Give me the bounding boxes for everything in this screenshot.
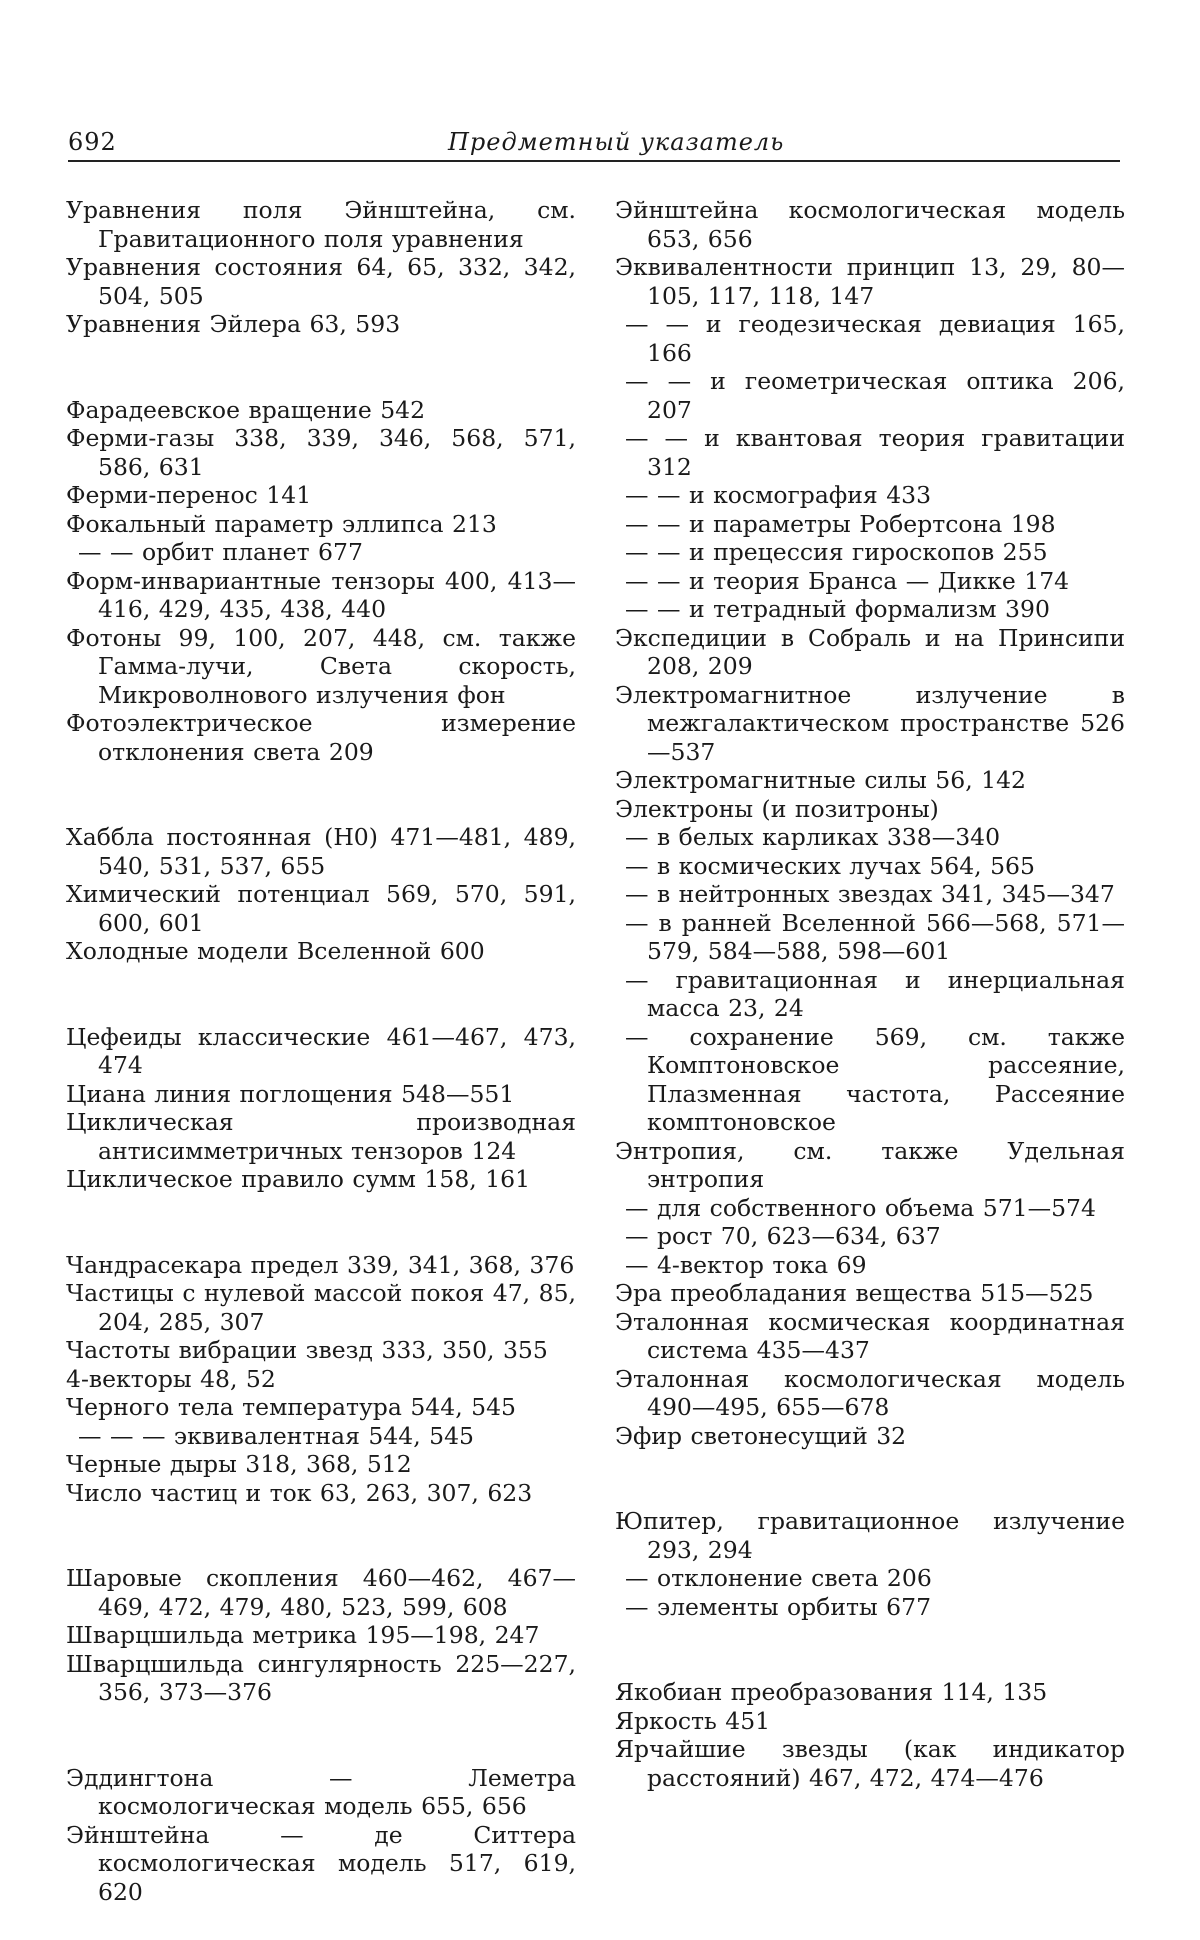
index-entry: — — — эквивалентная 544, 545 bbox=[78, 1421, 475, 1450]
page-header bbox=[68, 128, 1120, 164]
letter-group bbox=[66, 1251, 576, 1508]
index-entry: Фокальный параметр эллипса 213 bbox=[66, 509, 497, 538]
letter-group bbox=[66, 1564, 576, 1707]
page-number: 692 bbox=[68, 128, 117, 156]
index-entry: Эквивалентности принцип 13, 29, 80—105, 117, 118, 147 bbox=[615, 253, 1125, 310]
index-entry: Экспедиции в Собраль и на Принсипи 208, 209 bbox=[615, 623, 1125, 680]
index-entry: Эйнштейна — де Ситтера космологическая модель 517, 619, 620 bbox=[66, 1820, 576, 1906]
index-entry: Чандрасекара предел 339, 341, 368, 376 bbox=[66, 1250, 575, 1279]
index-entry: Циклическая производная антисимметричных тензоров 124 bbox=[66, 1108, 576, 1165]
index-entry: Холодные модели Вселенной 600 bbox=[66, 937, 485, 965]
index-entry: Частицы с нулевой массой покоя 47, 85, 204, 285, 307 bbox=[66, 1279, 576, 1336]
letter-group bbox=[66, 396, 576, 767]
index-entry: Хаббла постоянная (H0) 471—481, 489, 540, 531, 537, 655 bbox=[66, 823, 576, 880]
letter-group bbox=[66, 1764, 576, 1907]
index-entry: — — и тетрадный формализм 390 bbox=[625, 595, 1050, 623]
index-entry: — для собственного объема 571—574 bbox=[625, 1193, 1096, 1222]
index-column-right bbox=[615, 196, 1125, 1792]
index-entry: Якобиан преобразования 114, 135 bbox=[615, 1678, 1048, 1706]
index-entry: 4-векторы 48, 52 bbox=[66, 1364, 276, 1393]
index-entry: Уравнения поля Эйнштейна, см. Гравитационного поля уравнения bbox=[66, 196, 576, 253]
index-entry: — — орбит планет 677 bbox=[78, 538, 363, 566]
index-column-left bbox=[66, 196, 576, 1906]
index-entry: — отклонение света 206 bbox=[625, 1564, 932, 1592]
letter-group bbox=[615, 196, 1125, 1450]
index-entry: Эйнштейна космологическая модель 653, 656 bbox=[615, 196, 1125, 253]
index-entry: Цефеиды классические 461—467, 473, 474 bbox=[66, 1022, 576, 1079]
index-entry: — гравитационная и инерциальная масса 23, 24 bbox=[625, 965, 1125, 1022]
index-entry: Ярчайшие звезды (как индикатор расстояний) 467, 472, 474—476 bbox=[615, 1735, 1125, 1792]
index-entry: — в космических лучах 564, 565 bbox=[625, 851, 1035, 880]
index-entry: Электромагнитное излучение в межгалактическом пространстве 526—537 bbox=[615, 680, 1125, 766]
header-rule bbox=[68, 160, 1120, 162]
index-entry: Уравнения состояния 64, 65, 332, 342, 504, 505 bbox=[66, 253, 576, 310]
index-entry: Фотоэлектрическое измерение отклонения света 209 bbox=[66, 709, 576, 766]
index-entry: Черного тела температура 544, 545 bbox=[66, 1393, 516, 1421]
index-entry: Частоты вибрации звезд 333, 350, 355 bbox=[66, 1336, 548, 1364]
index-entry: — — и параметры Робертсона 198 bbox=[625, 509, 1056, 538]
index-entry: Циклическое правило сумм 158, 161 bbox=[66, 1165, 531, 1193]
index-entry: Яркость 451 bbox=[615, 1706, 771, 1735]
index-entry: Черные дыры 318, 368, 512 bbox=[66, 1450, 412, 1478]
index-entry: Шаровые скопления 460—462, 467—469, 472, 479, 480, 523, 599, 608 bbox=[66, 1564, 576, 1621]
index-entry: Ферми-перенос 141 bbox=[66, 481, 312, 509]
index-entry: — — и геодезическая девиация 165, 166 bbox=[625, 310, 1125, 367]
index-entry: Шварцшильда сингулярность 225—227, 356, 373—376 bbox=[66, 1649, 576, 1706]
index-entry: Энтропия, см. также Удельная энтропия bbox=[615, 1136, 1125, 1193]
index-entry: — в ранней Вселенной 566—568, 571—579, 584—588, 598—601 bbox=[625, 908, 1125, 965]
index-entry: — — и космография 433 bbox=[625, 481, 932, 509]
index-entry: — в нейтронных звездах 341, 345—347 bbox=[625, 880, 1115, 908]
index-entry: Химический потенциал 569, 570, 591, 600, 601 bbox=[66, 880, 576, 937]
index-entry: Эфир светонесущий 32 bbox=[615, 1421, 907, 1450]
index-entry: — в белых карликах 338—340 bbox=[625, 823, 1001, 851]
index-entry: Фотоны 99, 100, 207, 448, см. также Гамма-лучи, Света скорость, Микроволнового излучения фон bbox=[66, 623, 576, 709]
index-entry: — сохранение 569, см. также Комптоновское рассеяние, Плазменная частота, Рассеяние комптоновское bbox=[625, 1022, 1125, 1136]
index-entry: Эталонная космическая координатная система 435—437 bbox=[615, 1307, 1125, 1364]
index-entry: — — и прецессия гироскопов 255 bbox=[625, 538, 1048, 566]
index-entry: — рост 70, 623—634, 637 bbox=[625, 1222, 941, 1250]
letter-group bbox=[615, 1678, 1125, 1792]
index-entry: Эталонная космологическая модель 490—495, 655—678 bbox=[615, 1364, 1125, 1421]
index-entry: Ферми-газы 338, 339, 346, 568, 571, 586, 631 bbox=[66, 424, 576, 481]
index-entry: Число частиц и ток 63, 263, 307, 623 bbox=[66, 1478, 533, 1507]
index-entry: Шварцшильда метрика 195—198, 247 bbox=[66, 1621, 540, 1649]
letter-group bbox=[66, 823, 576, 966]
index-entry: — 4-вектор тока 69 bbox=[625, 1250, 867, 1279]
letter-group bbox=[615, 1507, 1125, 1621]
index-entry: Фарадеевское вращение 542 bbox=[66, 395, 426, 424]
index-entry: — — и теория Бранса — Дикке 174 bbox=[625, 566, 1070, 595]
index-entry: — — и геометрическая оптика 206, 207 bbox=[625, 367, 1125, 424]
index-entry: Эддингтона — Леметра космологическая модель 655, 656 bbox=[66, 1763, 576, 1820]
index-entry: Электромагнитные силы 56, 142 bbox=[615, 766, 1026, 794]
letter-group bbox=[66, 1023, 576, 1194]
index-entry: Форм-инвариантные тензоры 400, 413—416, 429, 435, 438, 440 bbox=[66, 566, 576, 623]
index-entry: — — и квантовая теория гравитации 312 bbox=[625, 424, 1125, 481]
index-entry: — элементы орбиты 677 bbox=[625, 1592, 932, 1621]
running-title: Предметный указатель bbox=[448, 128, 785, 156]
letter-group bbox=[66, 196, 576, 339]
index-entry: Эра преобладания вещества 515—525 bbox=[615, 1279, 1094, 1307]
index-entry: Электроны (и позитроны) bbox=[615, 794, 939, 823]
index-entry: Циана линия поглощения 548—551 bbox=[66, 1079, 515, 1108]
index-entry: Уравнения Эйлера 63, 593 bbox=[66, 310, 401, 338]
index-entry: Юпитер, гравитационное излучение 293, 294 bbox=[615, 1507, 1125, 1564]
